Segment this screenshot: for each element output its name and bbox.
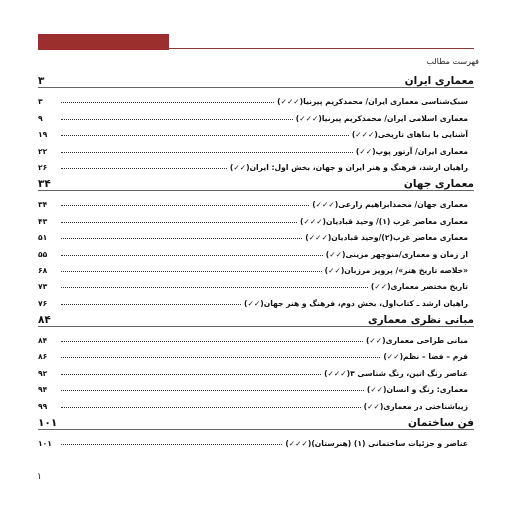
table-of-contents [38, 69, 474, 448]
toc-entry[interactable] [38, 90, 474, 106]
entry-title: معماری معاصر غرب (۱)/ وحید قبادیان(✓✓✓) [300, 216, 468, 226]
entry-page: ۱۰۱ [38, 439, 52, 449]
dot-leader [61, 152, 353, 153]
section-title: معماری جهان [403, 177, 474, 190]
toc-entry[interactable] [38, 259, 474, 275]
dot-leader [61, 374, 321, 375]
entry-page: ۲۲ [38, 146, 48, 156]
toc-entry[interactable] [38, 361, 474, 377]
page-number: ۱ [37, 472, 42, 482]
entry-page: ۹۴ [38, 385, 48, 395]
toc-entry[interactable] [38, 209, 474, 225]
toc-entry[interactable] [38, 275, 474, 291]
entry-title: عناصر رنگ اتین، رنگ شناسی ۳(✓✓✓) [324, 368, 468, 378]
dot-leader [61, 102, 274, 103]
entry-page: ۶۸ [38, 265, 48, 275]
entry-title: معماری ایران/ آرتور پوپ(✓✓) [355, 146, 468, 156]
toc-entry[interactable] [38, 329, 474, 345]
section-title: مبانی نظری معماری [367, 313, 474, 326]
header-rule [169, 48, 474, 49]
entry-page: ۸۴ [38, 336, 48, 346]
entry-page: ۸۶ [38, 352, 48, 362]
entry-page: ۷۳ [38, 282, 48, 292]
entry-page: ۹۲ [38, 368, 48, 378]
toc-entry[interactable] [38, 291, 474, 307]
entry-title: معماری معاصر غرب(۲)/وحید قبادیان(✓✓✓) [305, 233, 468, 243]
toc-entry[interactable] [38, 242, 474, 258]
dot-leader [61, 390, 364, 391]
entry-page: ۷۶ [38, 298, 48, 308]
section-rule [38, 326, 474, 327]
dot-leader [61, 304, 241, 305]
dot-leader [61, 222, 297, 223]
entry-title: از زمان و معماری/منوچهر مزینی(✓✓) [325, 249, 468, 259]
section-page: ۳۴ [38, 177, 51, 190]
entry-page: ۹ [38, 113, 43, 123]
toc-entry[interactable] [38, 139, 474, 155]
toc-section-heading[interactable] [38, 411, 474, 429]
section-rule [38, 429, 474, 430]
entry-title: زیباشناختی در معماری(✓✓) [363, 401, 468, 411]
toc-section-heading[interactable] [38, 172, 474, 190]
section-page: ۳ [38, 75, 45, 87]
entry-page: ۲۶ [38, 162, 48, 172]
entry-title: راهیان ارشد، فرهنگ و هنر ایران و جهان، بخش اول: ایران(✓✓) [229, 162, 468, 172]
entry-title: «خلاصه تاریخ هنر»/ پرویز مرزبان(✓✓) [324, 265, 468, 275]
section-rule [38, 190, 474, 191]
entry-title: سبک‌شناسی معماری ایران/ محمدکریم پیرنیا(✓✓✓) [277, 97, 468, 107]
entry-title: تاریخ مختصر معماری(✓✓) [370, 282, 468, 292]
entry-page: ۱۹ [38, 130, 48, 140]
dot-leader [61, 238, 302, 239]
toc-section-heading[interactable] [38, 308, 474, 326]
entry-title: مبانی طراحی معماری(✓✓) [365, 336, 468, 346]
toc-entry[interactable] [38, 156, 474, 172]
section-title: معماری ایران [404, 75, 474, 87]
toc-entry[interactable] [38, 106, 474, 122]
entry-page: ۹۹ [38, 401, 48, 411]
toc-entry[interactable] [38, 432, 474, 448]
entry-page: ۵۵ [38, 249, 48, 259]
dot-leader [61, 357, 380, 358]
entry-title: راهیان ارشد ـ کتاب‌اول، بخش دوم، فرهنگ و هنر جهان(✓✓) [244, 298, 468, 308]
dot-leader [61, 255, 323, 256]
dot-leader [61, 287, 368, 288]
entry-page: ۵۱ [38, 233, 48, 243]
dot-leader [61, 271, 322, 272]
entry-title: آشنایی با بناهای تاریخی(✓✓✓) [351, 130, 468, 140]
entry-title: معماری: رنگ و انسان(✓✓) [366, 385, 468, 395]
toc-title: فهرست مطالب [426, 57, 479, 66]
toc-entry[interactable] [38, 378, 474, 394]
dot-leader [61, 119, 293, 120]
section-title: فن ساختمان [407, 416, 474, 429]
entry-title: عناصر و جزئیات ساختمانی (۱) (هنرستان)(✓✓✓) [285, 439, 468, 449]
header-accent-bar [38, 34, 169, 50]
toc-entry[interactable] [38, 123, 474, 139]
entry-page: ۳ [38, 97, 43, 107]
toc-section-heading[interactable] [38, 69, 474, 87]
dot-leader [61, 341, 363, 342]
section-page: ۱۰۱ [38, 416, 58, 429]
toc-entry[interactable] [38, 394, 474, 410]
entry-title: معماری اسلامی ایران/ محمدکریم پیرنیا(✓✓✓) [295, 113, 468, 123]
dot-leader [61, 444, 282, 445]
toc-entry[interactable] [38, 193, 474, 209]
entry-page: ۳۴ [38, 200, 48, 210]
entry-title: معماری جهان/ محمدابراهیم زارعی(✓✓✓) [312, 200, 468, 210]
toc-entry[interactable] [38, 345, 474, 361]
entry-title: فرم – فضا – نظم(✓✓) [383, 352, 468, 362]
section-page: ۸۴ [38, 313, 51, 326]
section-rule [38, 87, 474, 88]
toc-entry[interactable] [38, 226, 474, 242]
dot-leader [61, 135, 349, 136]
entry-page: ۴۳ [38, 216, 48, 226]
dot-leader [61, 168, 227, 169]
dot-leader [61, 407, 361, 408]
dot-leader [61, 205, 309, 206]
